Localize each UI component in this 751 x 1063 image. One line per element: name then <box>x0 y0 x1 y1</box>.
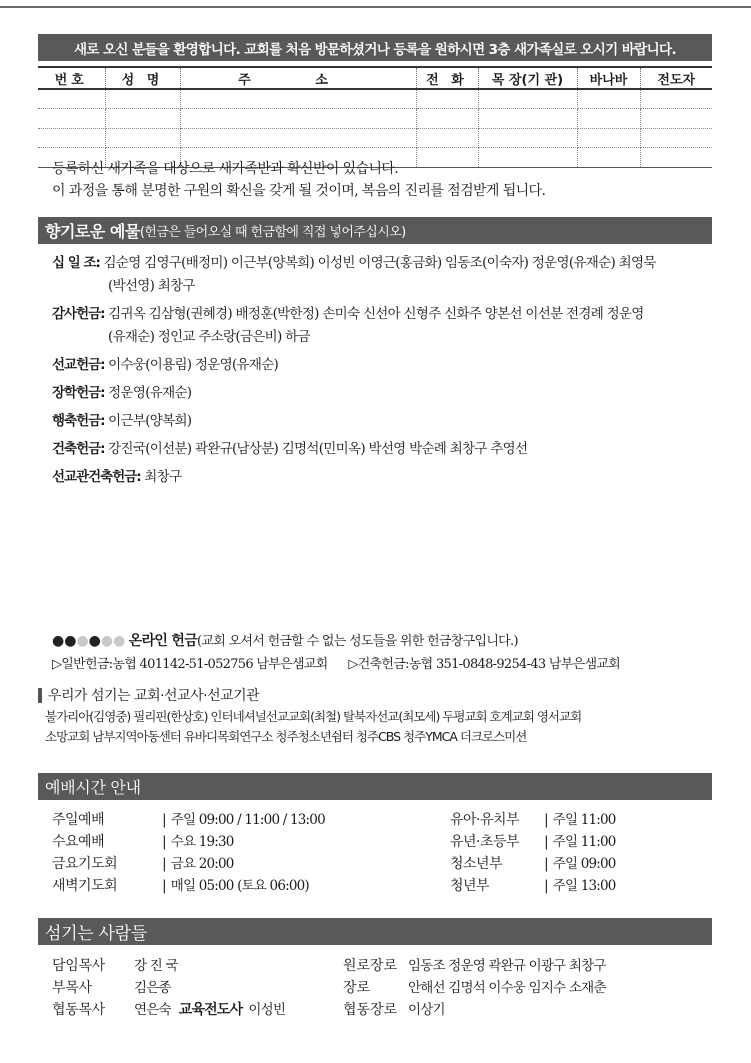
offering-names: 김순영 김영구(배정미) 이근부(양복희) 이성빈 이영근(홍금화) 임동조(이숙자) 정운영(유재순) 최영묵 <box>103 255 656 271</box>
offering-names: 강진국(이선분) 곽완규(남상분) 김명석(민미옥) 박선영 박순례 최창구 추영선 <box>108 441 528 457</box>
table-row <box>38 128 712 148</box>
col-number: 번호 <box>38 67 105 89</box>
staff-name-extra: 이성빈 <box>248 1002 286 1018</box>
department-time: 주일 11:00 <box>552 834 616 850</box>
notice-line: 이 과정을 통해 분명한 구원의 확신을 갖게 될 것이며, 복음의 진리를 점검받게 됩니다. <box>52 183 546 199</box>
service-time: 금요 20:00 <box>170 856 234 872</box>
offering-names: 최창구 <box>144 469 182 485</box>
separator: | <box>544 834 549 850</box>
offering-names: 김귀옥 김삼형(권혜경) 배정훈(박한정) 손미숙 신선아 신형주 신화주 양본선 이선분 전경례 정운영 <box>108 306 644 322</box>
staff-role-extra: 교육전도사 <box>178 1002 243 1018</box>
offering-label: 장학헌금: <box>52 385 105 401</box>
offering-mission-house <box>52 466 702 489</box>
separator: | <box>162 856 167 872</box>
col-group: 목 장(기 관) <box>478 67 577 89</box>
offering-names: 이수웅(이용림) 정운영(유재순) <box>108 357 279 373</box>
staff-list <box>52 955 712 1021</box>
department-time: 주일 09:00 <box>552 856 616 872</box>
partners-header <box>38 685 738 705</box>
online-offering-header <box>52 630 742 653</box>
offering-scholarship <box>52 382 702 405</box>
online-offering-desc: (교회 오셔서 헌금할 수 없는 성도들을 위한 헌금창구입니다.) <box>197 634 518 649</box>
general-account: ▷일반헌금:농협 401142-51-052756 남부은샘교회 <box>52 657 328 672</box>
staff-row <box>52 999 712 1021</box>
staff-role: 협동장로 <box>343 1002 398 1018</box>
worship-schedule <box>52 809 712 897</box>
table-cell[interactable] <box>478 128 577 148</box>
schedule-row <box>52 875 712 897</box>
table-cell[interactable] <box>577 148 640 168</box>
table-cell[interactable] <box>416 89 478 109</box>
partners-line: 소망교회 남부지역아동센터 유바디목회연구소 청주청소년쉼터 청주CBS 청주YMCA 더크로스미션 <box>45 729 527 744</box>
offering-tithe <box>52 252 702 275</box>
service-name: 새벽기도회 <box>52 878 118 894</box>
notice-line: 등록하신 새가족을 대상으로 새가족반과 확신반이 있습니다. <box>52 161 399 177</box>
online-offering <box>52 630 742 676</box>
staff-name: 강 진 국 <box>134 958 178 974</box>
staff-name: 연은숙 <box>134 1002 171 1018</box>
col-phone: 전 화 <box>416 67 478 89</box>
table-cell[interactable] <box>478 89 577 109</box>
department-name: 청년부 <box>450 878 490 894</box>
welcome-banner: 새로 오신 분들을 환영합니다. 교회를 처음 방문하셨거나 등록을 원하시면 3층 새가족실로 오시기 바랍니다. <box>38 34 712 61</box>
separator: | <box>544 878 549 894</box>
offering-names: 이근부(양복희) <box>108 413 192 429</box>
department-time: 주일 13:00 <box>552 878 616 894</box>
table-cell[interactable] <box>105 109 180 129</box>
offering-header <box>38 217 712 244</box>
table-row <box>38 89 712 109</box>
registration-header-row <box>38 67 712 89</box>
online-offering-title: 온라인 헌금 <box>128 633 198 649</box>
separator: | <box>162 878 167 894</box>
table-cell[interactable] <box>180 89 416 109</box>
staff-names: 이상기 <box>408 1002 445 1018</box>
schedule-row <box>52 831 712 853</box>
department-time: 주일 11:00 <box>552 812 616 828</box>
partners-title: 우리가 섬기는 교회·선교사·선교기관 <box>48 688 260 704</box>
offering-label: 선교헌금: <box>52 357 105 373</box>
dots-decoration-icon: ●●●●●● <box>52 633 126 649</box>
worship-header <box>38 773 712 800</box>
offering-label: 감사헌금: <box>52 306 105 322</box>
service-name: 주일예배 <box>52 812 105 828</box>
offering-note: (헌금은 들어오실 때 헌금함에 직접 넣어주십시오) <box>139 225 406 240</box>
department-name: 유아·유치부 <box>450 812 520 828</box>
staff-row <box>52 955 712 977</box>
table-cell[interactable] <box>180 109 416 129</box>
service-time: 주일 09:00 / 11:00 / 13:00 <box>170 812 325 828</box>
department-name: 청소년부 <box>450 856 503 872</box>
offering-mission <box>52 354 702 377</box>
table-cell[interactable] <box>577 89 640 109</box>
staff-role: 장로 <box>343 980 371 996</box>
table-cell[interactable] <box>640 89 712 109</box>
offering-label: 십 일 조: <box>52 255 100 271</box>
staff-names: 안해선 김명석 이수웅 임지수 소재춘 <box>408 980 606 996</box>
table-cell[interactable] <box>577 128 640 148</box>
offering-label: 행축헌금: <box>52 413 105 429</box>
staff-role: 부목사 <box>52 980 92 996</box>
table-cell[interactable] <box>105 128 180 148</box>
offering-celebration <box>52 410 702 433</box>
offering-names-cont: (박선영) 최창구 <box>108 278 195 294</box>
table-cell[interactable] <box>416 128 478 148</box>
staff-names: 임동조 정운영 곽완규 이광구 최창구 <box>408 958 606 974</box>
staff-role: 원로장로 <box>343 958 398 974</box>
offering-names-cont: (유재순) 정인교 주소랑(금은비) 하금 <box>108 329 310 345</box>
table-row <box>38 109 712 129</box>
service-name: 수요예배 <box>52 834 105 850</box>
table-cell[interactable] <box>180 128 416 148</box>
partners-line: 불가리아(김영중) 필리핀(한상호) 인터네셔널선교교회(최철) 탈북자선교(최모세) 두평교회 호계교회 영서교회 <box>45 709 582 724</box>
new-family-notice <box>52 158 545 202</box>
offering-list <box>52 252 702 489</box>
table-cell[interactable] <box>38 128 105 148</box>
separator: | <box>544 856 549 872</box>
table-cell[interactable] <box>577 109 640 129</box>
partners-section <box>38 685 738 747</box>
table-cell[interactable] <box>640 148 712 168</box>
table-cell[interactable] <box>640 128 712 148</box>
separator: | <box>162 834 167 850</box>
offering-building <box>52 438 702 461</box>
col-name: 성 명 <box>105 67 180 89</box>
staff-name: 김은종 <box>134 980 171 996</box>
offering-label: 선교관건축헌금: <box>52 469 141 485</box>
staff-role: 협동목사 <box>52 1002 105 1018</box>
offering-title: 향기로운 예물 <box>45 222 140 241</box>
section-marker-icon <box>38 688 42 703</box>
table-cell[interactable] <box>38 89 105 109</box>
service-name: 금요기도회 <box>52 856 118 872</box>
col-address: 주 소 <box>180 67 416 89</box>
top-rule <box>0 6 751 8</box>
account-info <box>52 653 742 676</box>
service-time: 매일 05:00 (토요 06:00) <box>170 878 309 894</box>
worship-title: 예배시간 안내 <box>45 778 141 797</box>
table-cell[interactable] <box>416 109 478 129</box>
staff-title: 섬기는 사람들 <box>45 924 147 944</box>
table-cell[interactable] <box>105 89 180 109</box>
table-cell[interactable] <box>38 109 105 129</box>
registration-table <box>38 66 712 168</box>
staff-row <box>52 977 712 999</box>
schedule-row <box>52 853 712 875</box>
col-barnabas: 바나바 <box>577 67 640 89</box>
separator: | <box>162 812 167 828</box>
service-time: 수요 19:30 <box>170 834 234 850</box>
separator: | <box>544 812 549 828</box>
department-name: 유년·초등부 <box>450 834 520 850</box>
offering-thanks <box>52 303 702 326</box>
staff-header <box>38 918 712 945</box>
schedule-row <box>52 809 712 831</box>
offering-label: 건축헌금: <box>52 441 105 457</box>
table-cell[interactable] <box>478 109 577 129</box>
offering-names: 정운영(유재순) <box>108 385 192 401</box>
building-account: ▷건축헌금:농협 351-0848-9254-43 남부은샘교회 <box>348 657 621 672</box>
table-cell[interactable] <box>640 109 712 129</box>
staff-role: 담임목사 <box>52 958 105 974</box>
col-evangelist: 전도자 <box>640 67 712 89</box>
